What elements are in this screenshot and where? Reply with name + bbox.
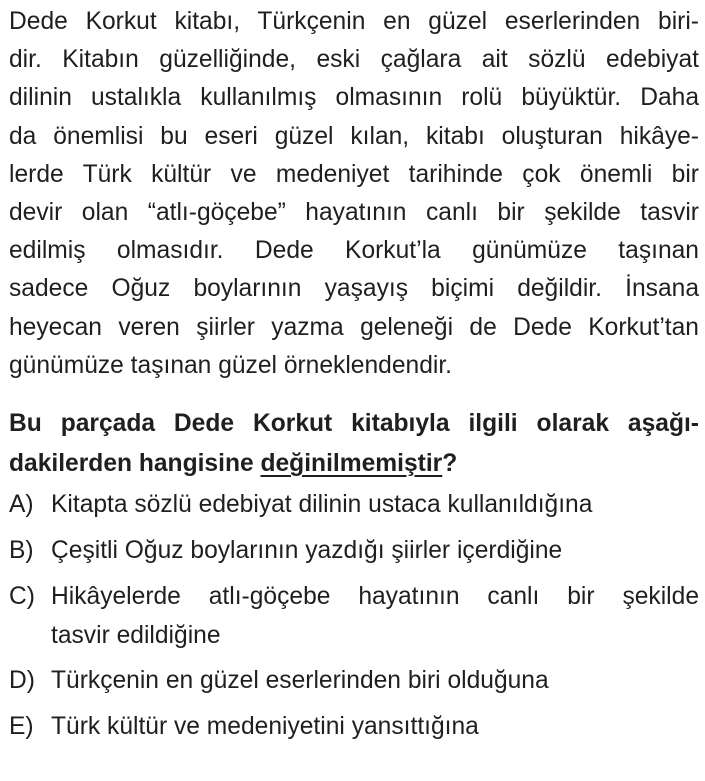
passage-line: günümüze taşınan güzel örneklendendir. xyxy=(9,351,452,379)
option-letter: B) xyxy=(9,537,34,564)
option-text-line: Türk kültür ve medeniyetini yansıttığına xyxy=(51,713,479,740)
option-text xyxy=(51,578,699,655)
passage-line: dilinin ustalıkla kullanılmış olmasının rolü büyüktür. Daha xyxy=(9,84,699,112)
option-b[interactable] xyxy=(9,532,699,578)
option-d[interactable] xyxy=(9,662,699,708)
passage-line: devir olan “atlı-göçebe” hayatının canlı bir şekilde tasvir xyxy=(9,198,699,226)
option-letter: A) xyxy=(9,491,34,518)
option-c[interactable] xyxy=(9,578,699,662)
option-text-line: Kitapta sözlü edebiyat dilinin ustaca kullanıldığına xyxy=(51,491,593,518)
passage-line: sadece Oğuz boylarının yaşayış biçimi değildir. İnsana xyxy=(9,275,699,303)
question-prefix: dakilerden hangisine xyxy=(9,450,261,477)
option-text xyxy=(51,486,699,525)
option-text xyxy=(51,662,699,701)
passage-line: da önemlisi bu eseri güzel kılan, kitabı oluşturan hikâye- xyxy=(9,122,699,150)
passage-line: dir. Kitabın güzelliğinde, eski çağlara ait sözlü edebiyat xyxy=(9,46,699,74)
question-line-2 xyxy=(9,444,699,484)
passage-line: Dede Korkut kitabı, Türkçenin en güzel eserlerinden biri- xyxy=(9,8,699,35)
option-a[interactable] xyxy=(9,486,699,532)
question-mark: ? xyxy=(442,450,458,477)
passage-line: edilmiş olmasıdır. Dede Korkut’la günümüze taşınan xyxy=(9,237,699,265)
option-text-line: Hikâyelerde atlı-göçebe hayatının canlı bir şekilde xyxy=(51,583,699,610)
option-text-line: Türkçenin en güzel eserlerinden biri olduğuna xyxy=(51,667,549,694)
option-e[interactable] xyxy=(9,708,699,754)
option-text-line: Çeşitli Oğuz boylarının yazdığı şiirler içerdiğine xyxy=(51,537,563,564)
option-text xyxy=(51,532,699,571)
passage-line: lerde Türk kültür ve medeniyet tarihinde çok önemli bir xyxy=(9,160,699,188)
option-letter: E) xyxy=(9,713,34,740)
option-text-line: tasvir edildiğine xyxy=(51,621,221,649)
answer-options xyxy=(9,486,699,754)
question-negative-keyword: değinilmemiştir xyxy=(260,450,443,477)
option-letter: D) xyxy=(9,667,35,694)
passage-paragraph xyxy=(9,3,699,385)
passage-line: heyecan veren şiirler yazma geleneği de Dede Korkut’tan xyxy=(9,313,699,341)
question-line-1: Bu parçada Dede Korkut kitabıyla ilgili olarak aşağı- xyxy=(9,410,699,437)
question-stem xyxy=(9,404,699,484)
option-text xyxy=(51,708,699,747)
option-letter: C) xyxy=(9,583,35,610)
